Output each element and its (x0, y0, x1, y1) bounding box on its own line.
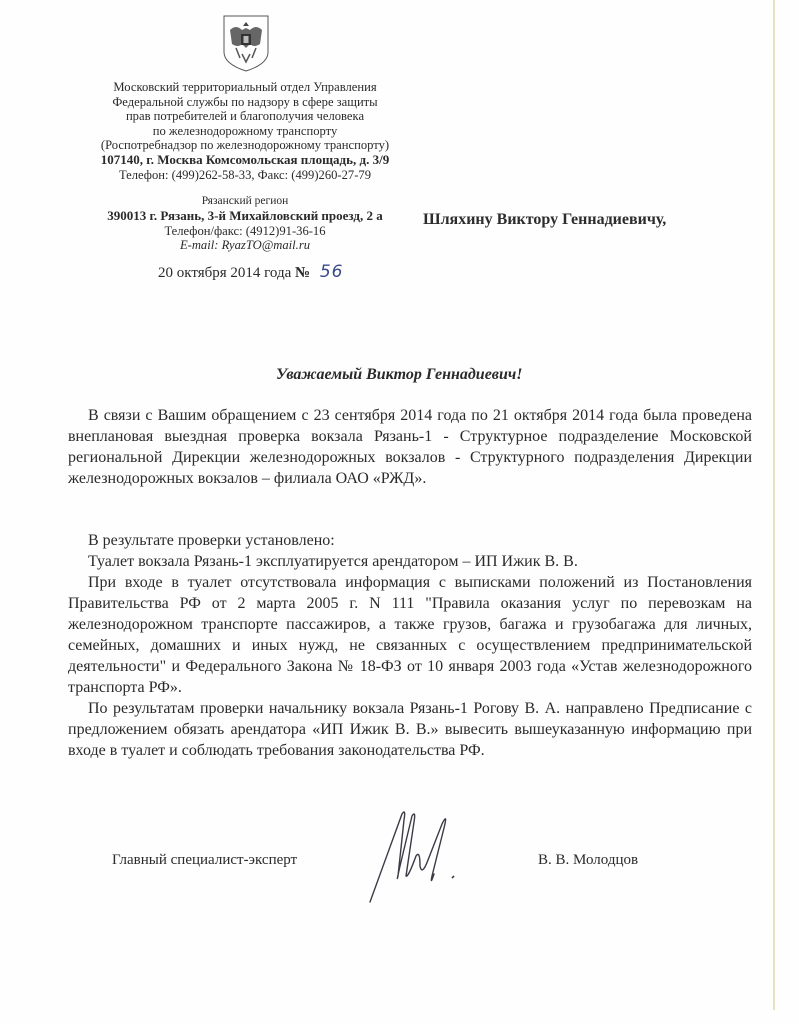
number-label: № (295, 265, 311, 281)
region-label: Рязанский регион (201, 195, 289, 207)
body-paragraph: В связи с Вашим обращением с 23 сентября 2014 года по 21 октября 2014 года была проведена внеплановая выездная проверка вокзала Рязань-1 - Структурное подразделение Московской региональной Дирекции железнодорожных вокзалов - Структурного подразделения Дирекции железнодорожных вокзалов – филиала ОАО «РЖД». (68, 407, 752, 487)
body-paragraph: В результате проверки установлено: (88, 532, 335, 549)
letterhead-org (95, 80, 395, 182)
body-paragraph: При входе в туалет отсутствовала информация с выписками положений из Постановления Правительства РФ от 2 марта 2005 г. N 111 "Правила оказания услуг по перевозкам на железнодорожном транспорте пассажиров, а также грузов, багажа и грузобагажа для личных, семейных, домашних и иных нужд, не связанных с осуществлением предпринимательской деятельности" и Федерального Закона № 18-ФЗ от 10 января 2003 года «Устав железнодорожного транспорта РФ». (68, 574, 752, 696)
org-line: прав потребителей и благополучия человека (125, 109, 365, 124)
org-address: 107140, г. Москва Комсомольская площадь, д. 3/9 (100, 151, 390, 167)
org-line: (Роспотребнадзор по железнодорожному транспорту) (100, 138, 390, 153)
body-section-1 (68, 405, 752, 489)
region-phone: Телефон/факс: (4912)91-36-16 (164, 223, 326, 238)
salutation: Уважаемый Виктор Геннадиевич! (276, 366, 523, 383)
org-line: Федеральной службы по надзору в сфере защиты (112, 94, 378, 109)
signer-name: В. В. Молодцов (538, 852, 639, 868)
letter-date: 20 октября 2014 года (158, 265, 292, 281)
scan-edge-line (773, 0, 775, 1010)
body-section-2 (68, 530, 752, 761)
recipient: Шляхину Виктору Геннадиевичу, (423, 211, 667, 228)
letterhead-region (80, 194, 410, 253)
org-line: Московский территориальный отдел Управления (113, 80, 377, 94)
org-phone: Телефон: (499)262-58-33, Факс: (499)260-27-79 (118, 167, 372, 182)
date-line (158, 262, 343, 282)
handwritten-signature-icon (362, 806, 482, 906)
body-paragraph: Туалет вокзала Рязань-1 эксплуатируется арендатором – ИП Ижик В. В. (88, 553, 578, 570)
region-email: E-mail: RyazTO@mail.ru (179, 238, 311, 253)
org-line: по железнодорожному транспорту (152, 123, 338, 138)
russian-coat-of-arms-icon (222, 14, 270, 72)
region-address: 390013 г. Рязань, 3-й Михайловский проезд, 2 а (107, 207, 383, 223)
body-paragraph: По результатам проверки начальнику вокзала Рязань-1 Рогову В. А. направлено Предписание с предложением обязать арендатора «ИП Ижик В. В.» вывесить вышеуказанную информацию при входе в туалет и соблюдать требования законодательства РФ. (68, 700, 752, 759)
letter-number: 56 (319, 262, 344, 282)
signer-title: Главный специалист-эксперт (112, 852, 298, 868)
